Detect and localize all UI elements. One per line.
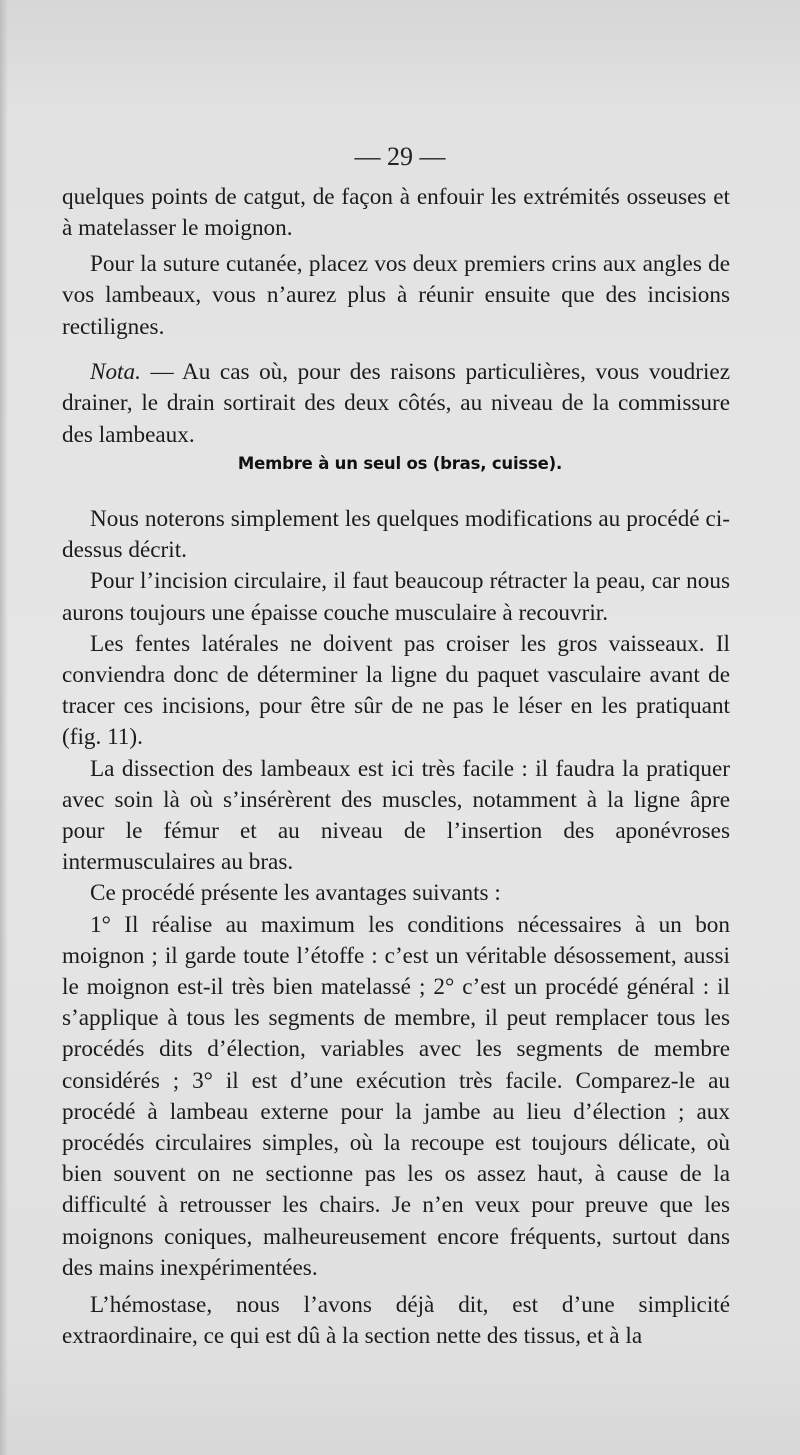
paragraph: L’hémostase, nous l’avons déjà dit, est d’une simplicité extraordinaire, ce qui est dû à la section nette des tissus, et à la bbox=[62, 1292, 730, 1350]
paragraph-continuation: quelques points de catgut, de façon à enfouir les extrémités osseuses et à matelasser le moignon. bbox=[62, 184, 730, 242]
section-heading: Membre à un seul os (bras, cuisse). bbox=[237, 454, 563, 473]
paragraph: Les fentes latérales ne doivent pas croiser les gros vaisseaux. Il conviendra donc de déterminer la ligne du paquet vasculaire avant de tracer ces incisions, pour être sûr de ne pas le léser en les pratiquant (fig. 11). bbox=[62, 630, 730, 751]
paragraph: La dissection des lambeaux est ici très facile : il faudra la pratiquer avec soin là où s’insérèrent des muscles, notamment à la ligne âpre pour le fémur et au niveau de l’insertion des aponévroses intermusculaires au bras. bbox=[62, 755, 730, 876]
paragraph: Pour l’incision circulaire, il faut beaucoup rétracter la peau, car nous aurons toujours une épaisse couche musculaire à recouvrir. bbox=[62, 568, 730, 626]
body-text-bottom bbox=[62, 504, 730, 1352]
body-text-top bbox=[62, 182, 730, 455]
paragraph-nota bbox=[62, 357, 730, 451]
page-number: — 29 — bbox=[354, 142, 446, 171]
paragraph: 1° Il réalise au maximum les conditions nécessaires à un bon moignon ; il garde toute l’étoffe : c’est un véritable désossement, aussi le moignon est-il très bien matelassé ; 2° c’est un procédé général : il s’applique à tous les segments de membre, il peut remplacer tous les procédés dits d’élection, variables avec les segments de membre considérés ; 3° il est d’une exécution très facile. Comparez-le au procédé à lambeau externe pour la jambe au lieu d’élection ; aux procédés circulaires simples, où la recoupe est toujours délicate, où bien souvent on ne sectionne pas les os assez haut, à cause de la difficulté à retrousser les chairs. Je n’en veux pour preuve que les moignons coniques, malheureusement encore fréquents, surtout dans des mains inexpérimentées. bbox=[62, 911, 730, 1281]
paragraph: Ce procédé présente les avantages suivants : bbox=[90, 880, 501, 907]
paragraph: Nous noterons simplement les quelques modifications au procédé ci-dessus décrit. bbox=[62, 506, 730, 564]
nota-text: — Au cas où, pour des raisons particulières, vous voudriez drainer, le drain sortirait des deux côtés, au niveau de la commissure des lambeaux. bbox=[62, 359, 730, 448]
paragraph-suture: Pour la suture cutanée, placez vos deux premiers crins aux angles de vos lambeaux, vous n’aurez plus à réunir ensuite que des incisions rectilignes. bbox=[62, 250, 730, 340]
page-edge-shadow bbox=[0, 0, 8, 1455]
nota-label: Nota. bbox=[90, 359, 141, 386]
